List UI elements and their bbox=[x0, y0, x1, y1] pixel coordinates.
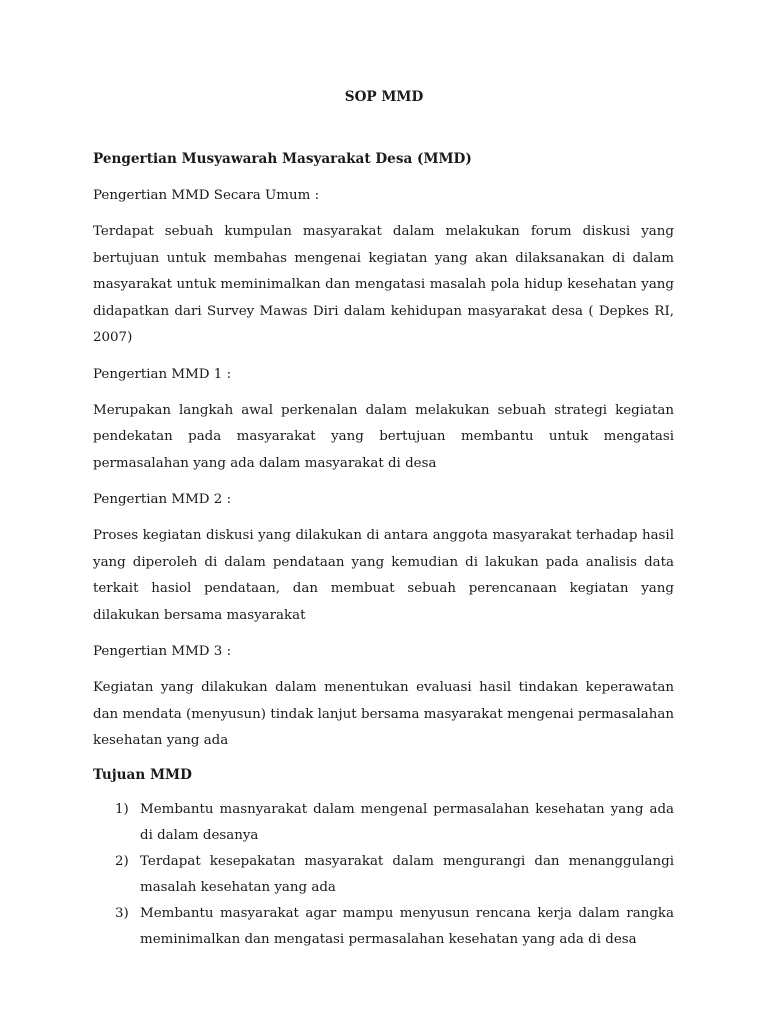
definition-title: Pengertian MMD 3 : bbox=[93, 644, 232, 659]
definition-text: Proses kegiatan diskusi yang dilakukan di antara anggota masyarakat terhadap hasil yang diperoleh di dalam pendataan yang kemudian di lakukan pada analisis data terkait hasiol pendataan, dan membuat sebuah perencanaan kegiatan yang dilakukan bersama masyarakat bbox=[93, 528, 674, 623]
definition-title: Pengertian MMD Secara Umum : bbox=[93, 188, 320, 203]
goal-item bbox=[93, 901, 674, 953]
document-body bbox=[93, 149, 674, 953]
document-title: SOP MMD bbox=[344, 89, 424, 105]
goal-item bbox=[93, 797, 674, 849]
definition-block-2 bbox=[93, 487, 674, 629]
goal-text: Membantu masyarakat agar mampu menyusun rencana kerja dalam rangka meminimalkan dan mengatasi permasalahan kesehatan yang ada di desa bbox=[140, 905, 674, 947]
definition-text: Kegiatan yang dilakukan dalam menentukan evaluasi hasil tindakan keperawatan dan mendata (menyusun) tindak lanjut bersama masyarakat mengenai permasalahan kesehatan yang ada bbox=[93, 680, 674, 748]
definition-block-1 bbox=[93, 362, 674, 478]
goal-number: 2) bbox=[115, 853, 129, 869]
definition-block-general bbox=[93, 183, 674, 352]
section-heading: Pengertian Musyawarah Masyarakat Desa (MMD) bbox=[93, 151, 472, 167]
goal-number: 1) bbox=[115, 801, 129, 817]
goals-heading: Tujuan MMD bbox=[93, 766, 192, 783]
goals-list bbox=[93, 797, 674, 953]
definition-text: Terdapat sebuah kumpulan masyarakat dalam melakukan forum diskusi yang bertujuan untuk membahas mengenai kegiatan yang akan dilaksanakan di dalam masyarakat untuk meminimalkan dan mengatasi masalah pola hidup kesehatan yang didapatkan dari Survey Mawas Diri dalam kehidupan masyarakat desa ( Depkes RI, 2007) bbox=[93, 224, 674, 345]
definition-block-3 bbox=[93, 639, 674, 755]
goal-item bbox=[93, 849, 674, 901]
definition-text: Merupakan langkah awal perkenalan dalam melakukan sebuah strategi kegiatan pendekatan pada masyarakat yang bertujuan membantu untuk mengatasi permasalahan yang ada dalam masyarakat di desa bbox=[93, 402, 674, 471]
goal-text: Membantu masnyarakat dalam mengenal permasalahan kesehatan yang ada di dalam desanya bbox=[140, 801, 674, 843]
goal-number: 3) bbox=[115, 905, 129, 921]
definition-title: Pengertian MMD 2 : bbox=[93, 492, 232, 507]
definition-title: Pengertian MMD 1 : bbox=[93, 366, 232, 382]
goal-text: Terdapat kesepakatan masyarakat dalam mengurangi dan menanggulangi masalah kesehatan yang ada bbox=[140, 853, 674, 895]
